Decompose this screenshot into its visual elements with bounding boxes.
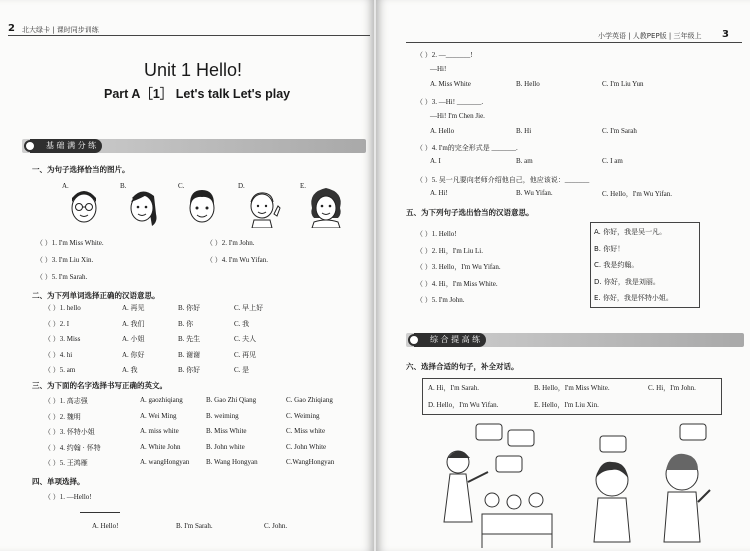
sec3-q2-option-a[interactable]: A. Wei Ming	[140, 411, 177, 420]
sec4-question-4[interactable]: （ ）4. I'm的完全形式是 _______.	[416, 144, 518, 152]
sec2-q1-option-a[interactable]: A. 再见	[122, 304, 145, 312]
sec3-question-2[interactable]: （ ）2. 魏明	[44, 412, 81, 421]
sec1-item-2[interactable]: （ ）2. I'm John.	[206, 239, 255, 247]
sec4-question-2[interactable]: （ ）2. —_______!	[416, 51, 473, 59]
sec3-q4-option-c[interactable]: C. John White	[286, 442, 327, 451]
sec4-q1-option-a[interactable]: A. Hello!	[92, 522, 119, 530]
sec6-option-c[interactable]: C. Hi，I'm John.	[648, 384, 696, 392]
page-header: 小学英语 | 人教PEP版 | 三年级上	[598, 32, 702, 40]
sec2-q5-option-a[interactable]: A. 我	[122, 366, 138, 374]
sec3-q5-option-c[interactable]: C.WangHongyan	[286, 458, 335, 466]
sec3-q5-option-a[interactable]: A. wangHongyan	[140, 458, 190, 466]
header-rule	[8, 35, 370, 36]
sec2-q2-option-c[interactable]: C. 我	[234, 319, 250, 328]
sec2-q4-option-a[interactable]: A. 你好	[122, 350, 145, 359]
sec1-item-1[interactable]: （ ）1. I'm Miss White.	[36, 239, 104, 247]
answer-blank	[80, 512, 120, 513]
boy-glasses-picture	[64, 184, 104, 228]
sec5-item-1[interactable]: （ ）1. Hello!	[416, 230, 457, 238]
section-5-title: 五、为下列句子选出恰当的汉语意思。	[406, 208, 534, 217]
two-children-illustration	[580, 422, 720, 548]
sec4-q1-option-b[interactable]: B. I'm Sarah.	[176, 522, 213, 530]
right-page	[376, 0, 750, 551]
sec3-q1-option-b[interactable]: B. Gao Zhi Qiang	[206, 396, 257, 404]
sec4-question-3[interactable]: （ ）3. —Hi! _______.	[416, 98, 484, 106]
section-4-title: 四、单项选择。	[32, 477, 85, 486]
band-icon	[408, 334, 420, 346]
part-title: Part A［1］ Let's talk Let's play	[104, 87, 291, 101]
sec3-q4-option-b[interactable]: B. John white	[206, 442, 245, 451]
classroom-illustration	[436, 422, 556, 548]
page-header: 北大绿卡 | 课时同步训练	[22, 26, 99, 34]
section-1-title: 一、为句子选择恰当的图片。	[32, 165, 130, 174]
sec3-q3-option-a[interactable]: A. miss white	[140, 427, 179, 435]
sec2-q5-option-b[interactable]: B. 你好	[178, 366, 201, 374]
sec5-answer-d: D. 你好，我是刘丽。	[594, 277, 660, 286]
section-3-title: 三、为下面的名字选择书写正确的英文。	[32, 381, 167, 390]
sec5-item-4[interactable]: （ ）4. Hi，I'm Miss White.	[416, 279, 498, 288]
band-icon	[24, 140, 36, 152]
sec2-q3-option-c[interactable]: C. 夫人	[234, 335, 257, 343]
sec2-q4-option-b[interactable]: B. 谢谢	[178, 350, 201, 359]
sec2-question-3[interactable]: （ ）3. Miss	[44, 335, 81, 343]
sec5-answer-b: B. 你好！	[594, 244, 625, 253]
sec4-question-1[interactable]: （ ）1. —Hello!	[44, 493, 92, 501]
sec2-q1-option-c[interactable]: C. 早上好	[234, 304, 264, 312]
pic-label-c: C.	[178, 182, 185, 190]
sec3-q4-option-a[interactable]: A. White John	[140, 442, 181, 451]
sec3-question-4[interactable]: （ ）4. 约翰 · 怀特	[44, 443, 101, 452]
sec2-q4-option-c[interactable]: C. 再见	[234, 350, 257, 359]
sec4-q4-option-a[interactable]: A. I	[430, 157, 441, 165]
sec5-item-2[interactable]: （ ）2. Hi，I'm Liu Li.	[416, 246, 483, 255]
sec3-question-1[interactable]: （ ）1. 高志强	[44, 397, 88, 405]
sec3-q2-option-b[interactable]: B. weiming	[206, 411, 239, 420]
sec2-question-1[interactable]: （ ）1. hello	[44, 304, 81, 312]
section-6-title: 六、选择合适的句子，补全对话。	[406, 362, 519, 371]
sec5-item-5[interactable]: （ ）5. I'm John.	[416, 296, 465, 304]
sec4-q5-option-c[interactable]: C. Hello，I'm Wu Yifan.	[602, 190, 672, 198]
sec2-q2-option-a[interactable]: A. 我们	[122, 319, 145, 328]
sec2-q5-option-c[interactable]: C. 是	[234, 366, 250, 374]
sec4-q2-option-b[interactable]: B. Hello	[516, 80, 540, 88]
sec4-q4-option-c[interactable]: C. I am	[602, 157, 623, 165]
page-number: 3	[722, 29, 729, 40]
sec3-q3-option-b[interactable]: B. Miss White	[206, 427, 247, 435]
pic-label-d: D.	[238, 182, 245, 190]
sec6-option-b[interactable]: B. Hello，I'm Miss White.	[534, 384, 610, 392]
sec2-question-4[interactable]: （ ）4. hi	[44, 350, 73, 359]
sec2-q3-option-b[interactable]: B. 先生	[178, 335, 201, 343]
pic-label-a: A.	[62, 182, 69, 190]
woman-curly-hair-picture	[306, 184, 346, 228]
sec4-q3-option-a[interactable]: A. Hello	[430, 127, 455, 135]
sec5-answer-e: E. 你好，我是怀特小姐。	[594, 294, 673, 302]
sec2-question-5[interactable]: （ ）5. am	[44, 366, 76, 374]
sec3-question-3[interactable]: （ ）3. 怀特小姐	[44, 428, 95, 436]
pic-label-e: E.	[300, 182, 307, 190]
sec4-q3-option-c[interactable]: C. I'm Sarah	[602, 127, 637, 135]
sec5-item-3[interactable]: （ ）3. Hello，I'm Wu Yifan.	[416, 263, 501, 271]
sec1-item-3[interactable]: （ ）3. I'm Liu Xin.	[36, 256, 94, 264]
unit-title: Unit 1 Hello!	[144, 60, 243, 80]
sec4-q2-option-c[interactable]: C. I'm Liu Yun	[602, 80, 644, 88]
sec2-q3-option-a[interactable]: A. 小姐	[122, 335, 145, 343]
page-number: 2	[8, 23, 15, 34]
pic-label-b: B.	[120, 182, 127, 190]
sec1-item-4[interactable]: （ ）4. I'm Wu Yifan.	[206, 256, 269, 264]
band-label: 综 合 提 高 练	[414, 333, 486, 347]
sec4-q3-option-b[interactable]: B. Hi	[516, 127, 532, 135]
sec4-q3-response: —Hi! I'm Chen Jie.	[430, 112, 485, 120]
sec2-question-2[interactable]: （ ）2. I	[44, 319, 70, 328]
girl-ponytail-picture	[122, 184, 162, 228]
sec5-answer-c: C. 我是约翰。	[594, 261, 639, 269]
header-rule	[406, 42, 742, 43]
sec5-answer-a: A. 你好，我是吴一凡。	[594, 228, 667, 236]
sec3-q5-option-b[interactable]: B. Wang Hongyan	[206, 458, 258, 466]
sec3-q1-option-a[interactable]: A. gaozhiqiang	[140, 396, 183, 404]
sec3-q2-option-c[interactable]: C. Weiming	[286, 411, 320, 420]
band-label: 基 础 满 分 练	[30, 139, 102, 153]
sec6-option-a[interactable]: A. Hi，I'm Sarah.	[428, 384, 480, 392]
sec4-q5-option-a[interactable]: A. Hi!	[430, 189, 448, 197]
sec3-q3-option-c[interactable]: C. Miss white	[286, 427, 326, 435]
sec2-q2-option-b[interactable]: B. 你	[178, 319, 194, 328]
sec6-option-e[interactable]: E. Hello，I'm Liu Xin.	[534, 401, 599, 409]
section-2-title: 二、为下列单词选择正确的汉语意思。	[32, 291, 160, 300]
sec2-q1-option-b[interactable]: B. 你好	[178, 304, 201, 312]
sec4-question-5[interactable]: （ ）5. 吴一凡要向老师介绍他自己，他应该说：_______	[416, 176, 590, 184]
boy-short-hair-picture	[182, 184, 222, 228]
sec3-question-5[interactable]: （ ）5. 王鸿雁	[44, 459, 88, 467]
sec4-q1-option-c[interactable]: C. John.	[264, 522, 288, 530]
sec4-q2-response: —Hi!	[430, 65, 447, 73]
child-waving-picture	[244, 184, 284, 228]
sec1-item-5[interactable]: （ ）5. I'm Sarah.	[36, 273, 88, 281]
sec6-option-d[interactable]: D. Hello，I'm Wu Yifan.	[428, 401, 499, 409]
sec4-q2-option-a[interactable]: A. Miss White	[430, 80, 471, 88]
sec3-q1-option-c[interactable]: C. Gao Zhiqiang	[286, 396, 333, 404]
left-page	[0, 0, 374, 551]
sec4-q5-option-b[interactable]: B. Wu Yifan.	[516, 189, 553, 197]
sec4-q4-option-b[interactable]: B. am	[516, 157, 533, 165]
